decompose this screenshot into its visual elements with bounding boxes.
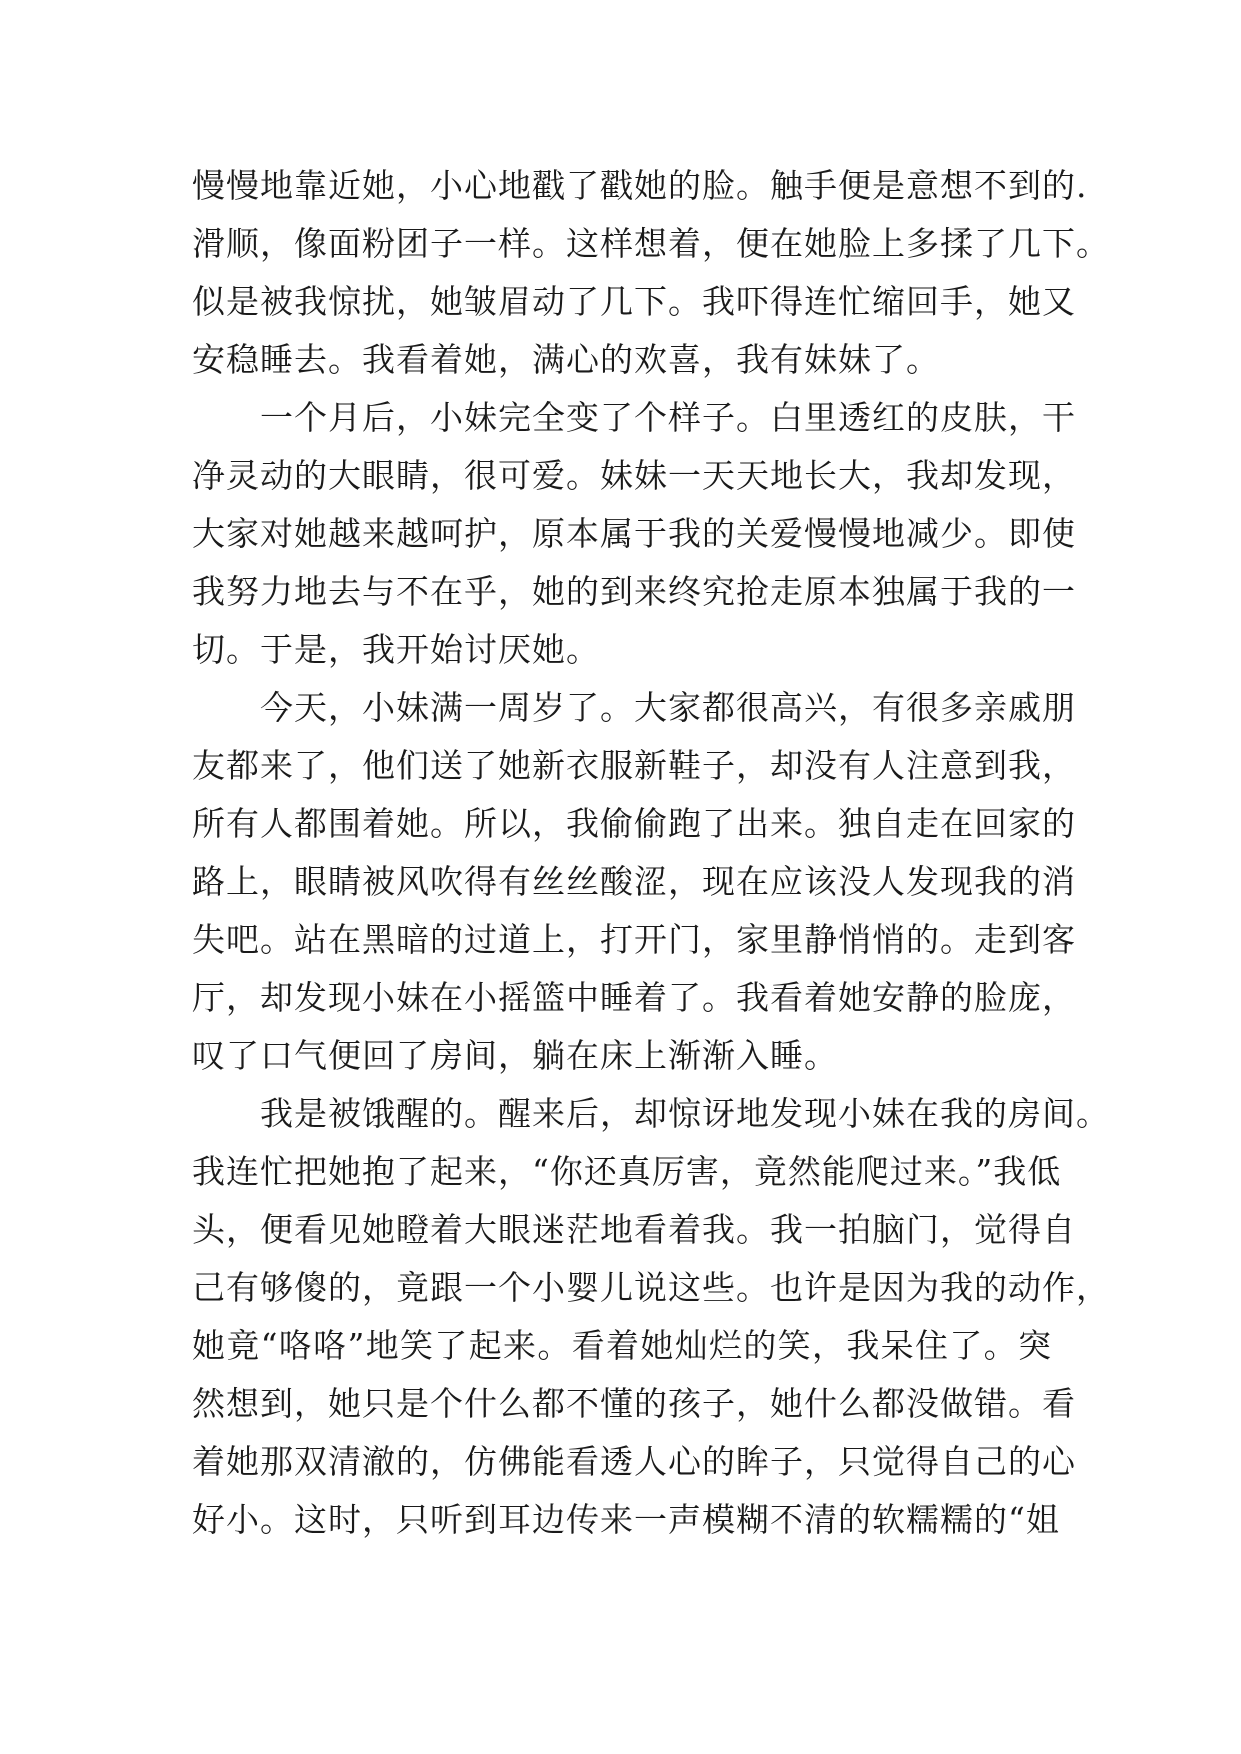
text-line: 我连忙把她抱了起来，“你还真厉害，竟然能爬过来。”我低 [192, 1152, 1062, 1191]
text-line: 我努力地去与不在乎，她的到来终究抢走原本独属于我的一 [192, 572, 1076, 611]
text-line: 己有够傻的，竟跟一个小婴儿说这些。也许是因为我的动作， [192, 1268, 1110, 1307]
body-text [192, 157, 1110, 1549]
text-line: 头，便看见她瞪着大眼迷茫地看着我。我一拍脑门，觉得自 [192, 1210, 1076, 1249]
paragraph [192, 1085, 1110, 1549]
text-line: 我是被饿醒的。醒来后，却惊讶地发现小妹在我的房间。 [260, 1094, 1110, 1133]
text-line: 叹了口气便回了房间，躺在床上渐渐入睡。 [192, 1036, 838, 1075]
text-line: 切。于是，我开始讨厌她。 [192, 630, 600, 669]
text-line: 厅，却发现小妹在小摇篮中睡着了。我看着她安静的脸庞， [192, 978, 1076, 1017]
text-line: 今天，小妹满一周岁了。大家都很高兴，有很多亲戚朋 [260, 688, 1076, 727]
text-line: 所有人都围着她。所以，我偷偷跑了出来。独自走在回家的 [192, 804, 1076, 843]
text-line: 然想到，她只是个什么都不懂的孩子，她什么都没做错。看 [192, 1384, 1076, 1423]
text-line: 她竟“咯咯”地笑了起来。看着她灿烂的笑，我呆住了。突 [192, 1326, 1052, 1365]
paragraph [192, 157, 1110, 389]
text-line: 慢慢地靠近她，小心地戳了戳她的脸。触手便是意想不到的. [192, 166, 1088, 205]
text-line: 失吧。站在黑暗的过道上，打开门，家里静悄悄的。走到客 [192, 920, 1076, 959]
text-line: 好小。这时，只听到耳边传来一声模糊不清的软糯糯的“姐 [192, 1500, 1060, 1539]
text-line: 净灵动的大眼睛，很可爱。妹妹一天天地长大，我却发现， [192, 456, 1076, 495]
text-line: 滑顺，像面粉团子一样。这样想着，便在她脸上多揉了几下。 [192, 224, 1110, 263]
text-line: 安稳睡去。我看着她，满心的欢喜，我有妹妹了。 [192, 340, 940, 379]
paragraph [192, 389, 1076, 679]
text-line: 友都来了，他们送了她新衣服新鞋子，却没有人注意到我， [192, 746, 1076, 785]
text-line: 似是被我惊扰，她皱眉动了几下。我吓得连忙缩回手，她又 [192, 282, 1076, 321]
text-line: 大家对她越来越呵护，原本属于我的关爱慢慢地减少。即使 [192, 514, 1076, 553]
paragraph [192, 679, 1076, 1085]
text-line: 路上，眼睛被风吹得有丝丝酸涩，现在应该没人发现我的消 [192, 862, 1076, 901]
text-line: 一个月后，小妹完全变了个样子。白里透红的皮肤，干 [260, 398, 1076, 437]
text-line: 着她那双清澈的，仿佛能看透人心的眸子，只觉得自己的心 [192, 1442, 1076, 1481]
